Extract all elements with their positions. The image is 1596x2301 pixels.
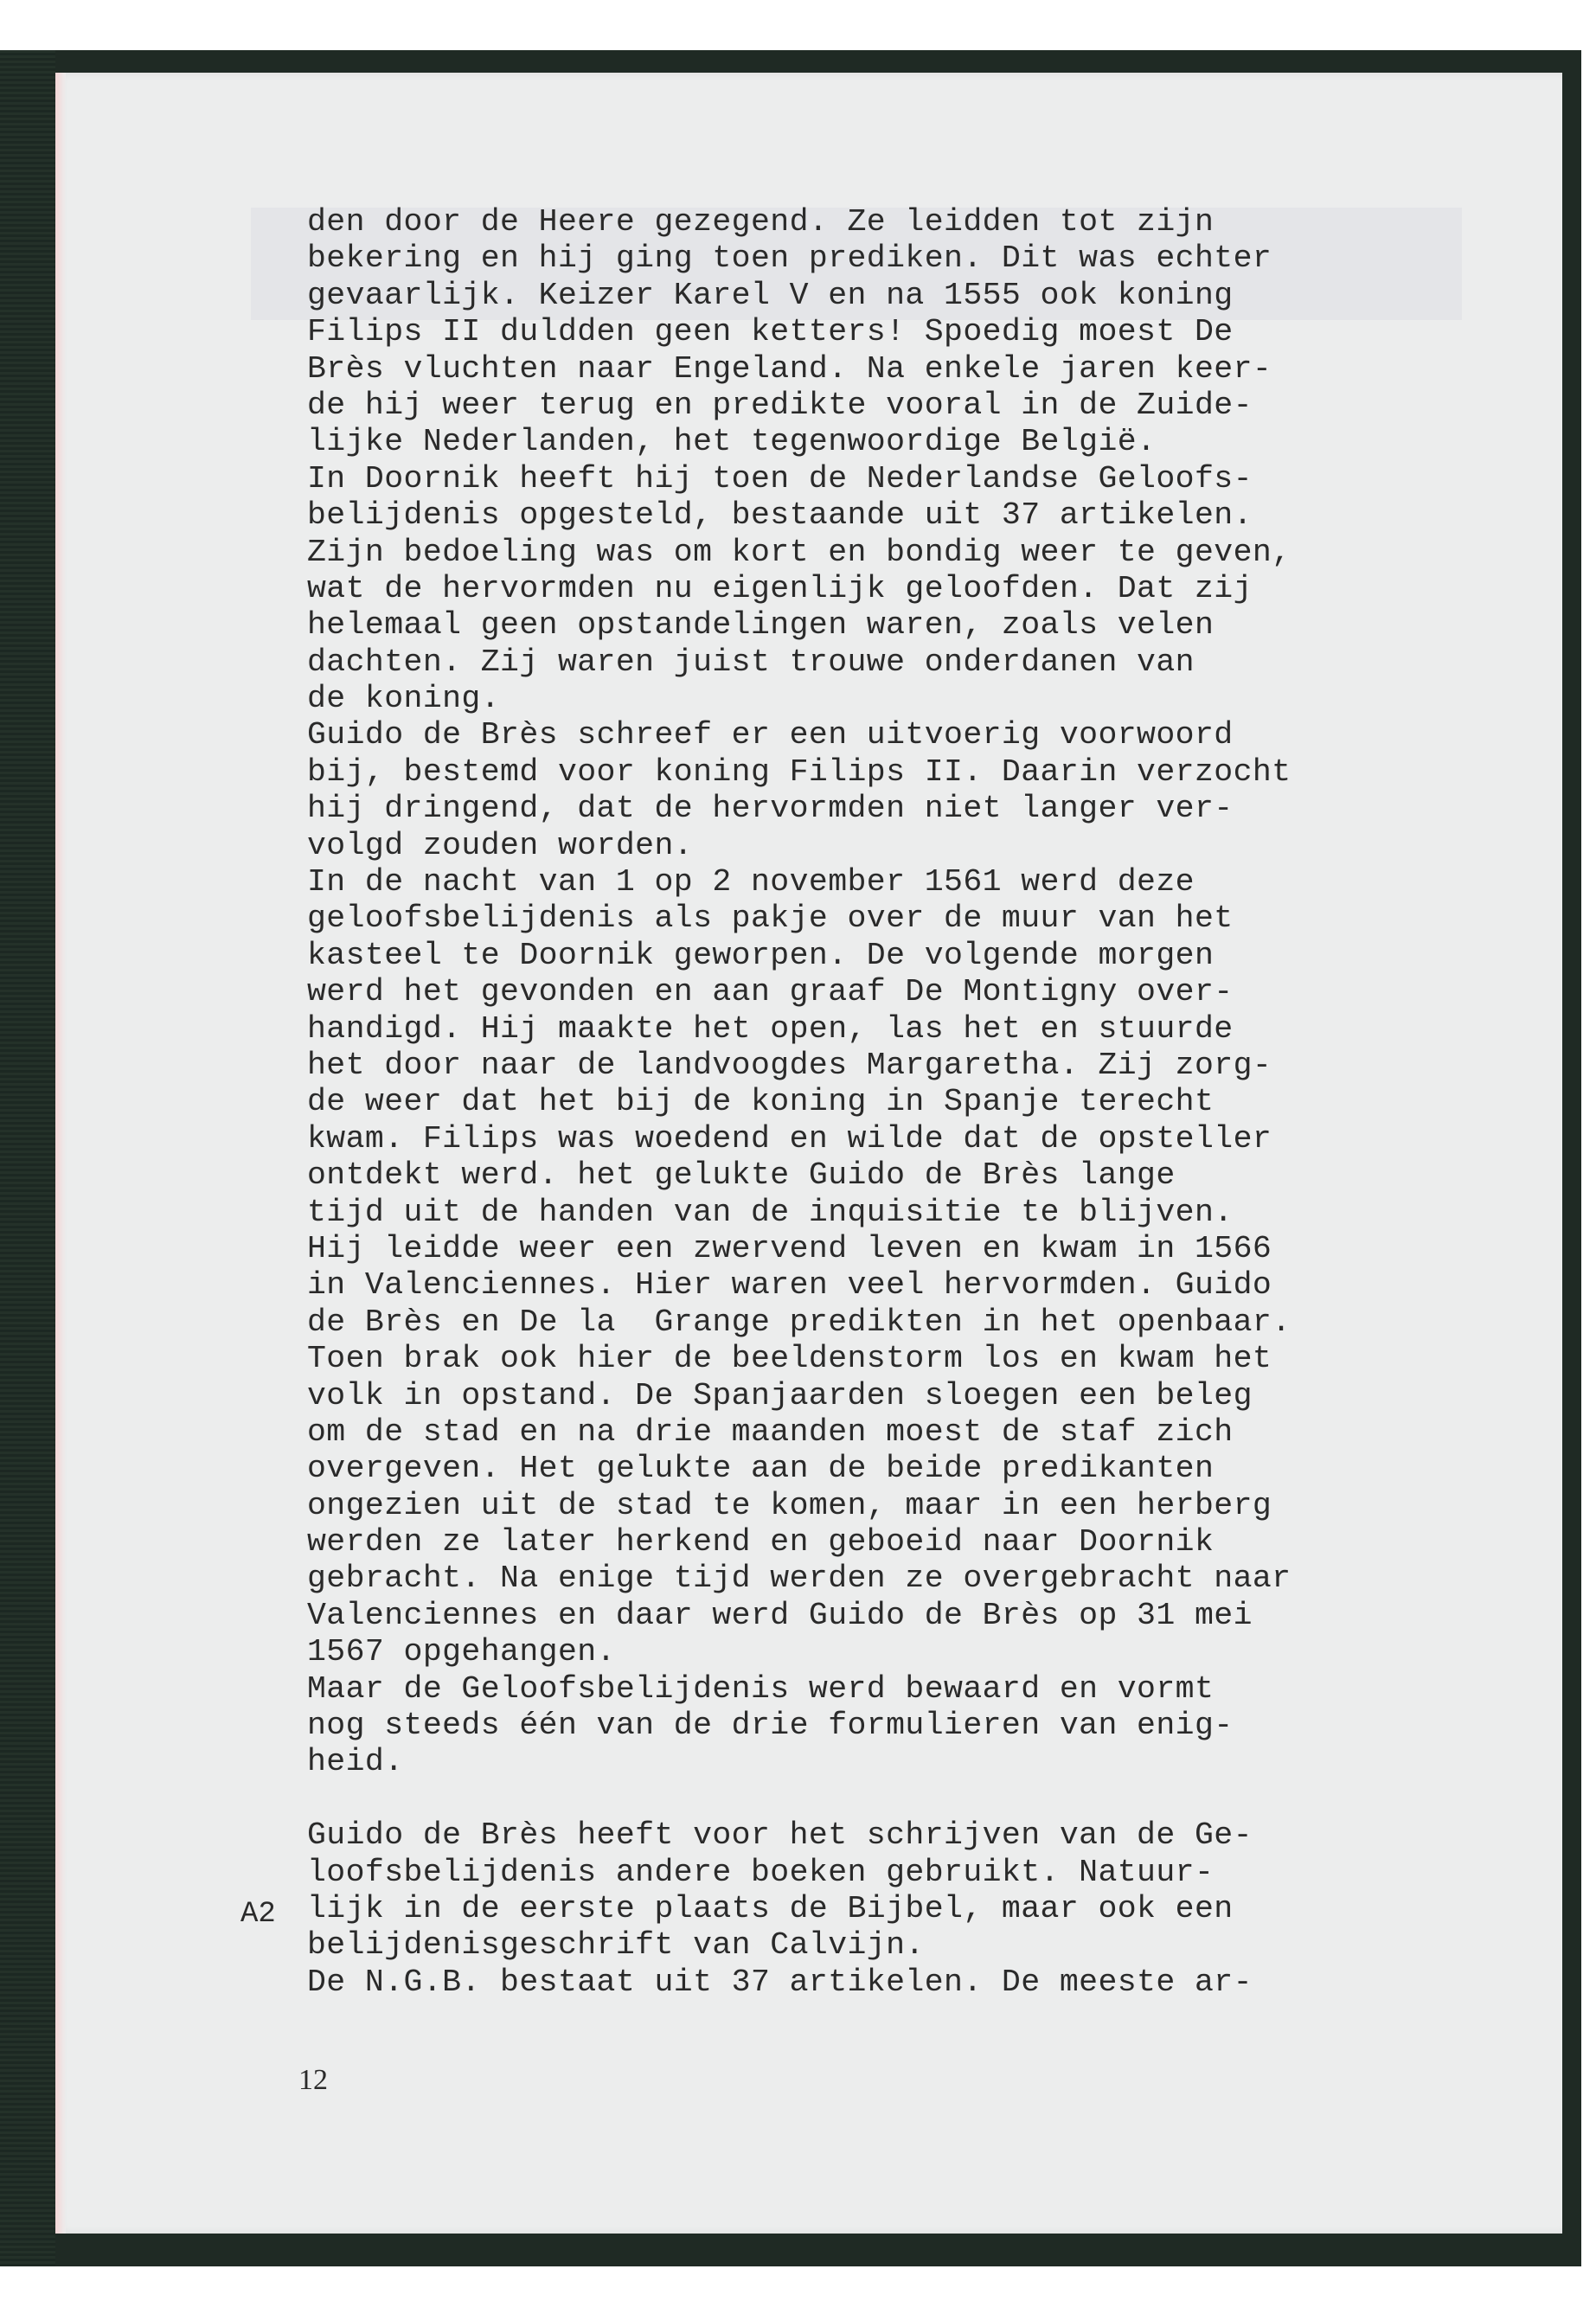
text-line: loofsbelijdenis andere boeken gebruikt. Natuur- (307, 1854, 1215, 1890)
text-line: in Valenciennes. Hier waren veel hervormden. Guido (307, 1267, 1272, 1304)
text-line: kasteel te Doornik geworpen. De volgende morgen (307, 937, 1215, 973)
text-line: Valenciennes en daar werd Guido de Brès op 31 mei (307, 1597, 1253, 1633)
text-line: tijd uit de handen van de inquisitie te blijven. (307, 1194, 1234, 1230)
text-line: belijdenis opgesteld, bestaande uit 37 artikelen. (307, 497, 1253, 534)
text-line: heid. (307, 1744, 404, 1780)
text-line: werd het gevonden en aan graaf De Montigny over- (307, 974, 1234, 1010)
page-number: 12 (298, 2064, 328, 2096)
text-line: om de stad en na drie maanden moest de staf zich (307, 1413, 1234, 1450)
text-line: den door de Heere gezegend. Ze leidden tot zijn (307, 204, 1215, 240)
text-line: helemaal geen opstandelingen waren, zoals velen (307, 607, 1215, 644)
text-line: Toen brak ook hier de beeldenstorm los en kwam het (307, 1341, 1272, 1377)
text-line: lijke Nederlanden, het tegenwoordige België. (307, 424, 1157, 460)
text-line: geloofsbelijdenis als pakje over de muur van het (307, 901, 1234, 937)
text-line: gevaarlijk. Keizer Karel V en na 1555 ook koning (307, 277, 1234, 313)
text-line: de weer dat het bij de koning in Spanje terecht (307, 1084, 1215, 1120)
text-line: dachten. Zij waren juist trouwe onderdanen van (307, 644, 1195, 680)
text-line: ontdekt werd. het gelukte Guido de Brès lange (307, 1157, 1176, 1194)
text-line: Filips II duldden geen ketters! Spoedig moest De (307, 314, 1234, 350)
text-line: belijdenisgeschrift van Calvijn. (307, 1927, 925, 1964)
text-line: Brès vluchten naar Engeland. Na enkele jaren keer- (307, 350, 1272, 387)
text-line: Hij leidde weer een zwervend leven en kwam in 1566 (307, 1230, 1272, 1266)
text-line: Zijn bedoeling was om kort en bondig weer te geven, (307, 534, 1292, 570)
text-line: hij dringend, dat de hervormden niet langer ver- (307, 791, 1234, 827)
text-line: De N.G.B. bestaat uit 37 artikelen. De meeste ar- (307, 1964, 1253, 2000)
binder-spine (0, 50, 55, 2266)
text-line: volk in opstand. De Spanjaarden sloegen een beleg (307, 1377, 1253, 1413)
text-line: 1567 opgehangen. (307, 1634, 616, 1670)
text-line: In de nacht van 1 op 2 november 1561 werd deze (307, 864, 1195, 901)
text-line: Guido de Brès schreef er een uitvoerig voorwoord (307, 717, 1234, 753)
text-line: bekering en hij ging toen prediken. Dit was echter (307, 240, 1272, 277)
text-line: kwam. Filips was woedend en wilde dat de opsteller (307, 1120, 1272, 1157)
body-text (307, 204, 1570, 2001)
text-line: bij, bestemd voor koning Filips II. Daarin verzocht (307, 753, 1292, 790)
text-line: volgd zouden worden. (307, 827, 694, 863)
page-edge (55, 73, 66, 2234)
text-line: werden ze later herkend en geboeid naar Doornik (307, 1524, 1215, 1561)
text-line: de koning. (307, 681, 501, 717)
text-line: Maar de Geloofsbelijdenis werd bewaard en vormt (307, 1670, 1215, 1707)
text-line: het door naar de landvoogdes Margaretha. Zij zorg- (307, 1047, 1272, 1083)
text-line: In Doornik heeft hij toen de Nederlandse Geloofs- (307, 460, 1253, 497)
text-line: wat de hervormden nu eigenlijk geloofden. Dat zij (307, 570, 1253, 606)
text-line: Guido de Brès heeft voor het schrijven van de Ge- (307, 1817, 1253, 1854)
text-line: nog steeds één van de drie formulieren van enig- (307, 1708, 1234, 1744)
paragraph-gap (307, 1781, 1570, 1817)
text-line: ongezien uit de stad te komen, maar in een herberg (307, 1487, 1272, 1523)
text-line: lijk in de eerste plaats de Bijbel, maar ook een (307, 1890, 1234, 1926)
text-line: gebracht. Na enige tijd werden ze overgebracht naar (307, 1561, 1292, 1597)
text-line: de Brès en De la Grange predikten in het openbaar. (307, 1304, 1292, 1340)
margin-note: A2 (240, 1898, 276, 1931)
text-line: de hij weer terug en predikte vooral in de Zuide- (307, 387, 1253, 423)
text-line: handigd. Hij maakte het open, las het en stuurde (307, 1010, 1234, 1047)
text-line: overgeven. Het gelukte aan de beide predikanten (307, 1451, 1215, 1487)
